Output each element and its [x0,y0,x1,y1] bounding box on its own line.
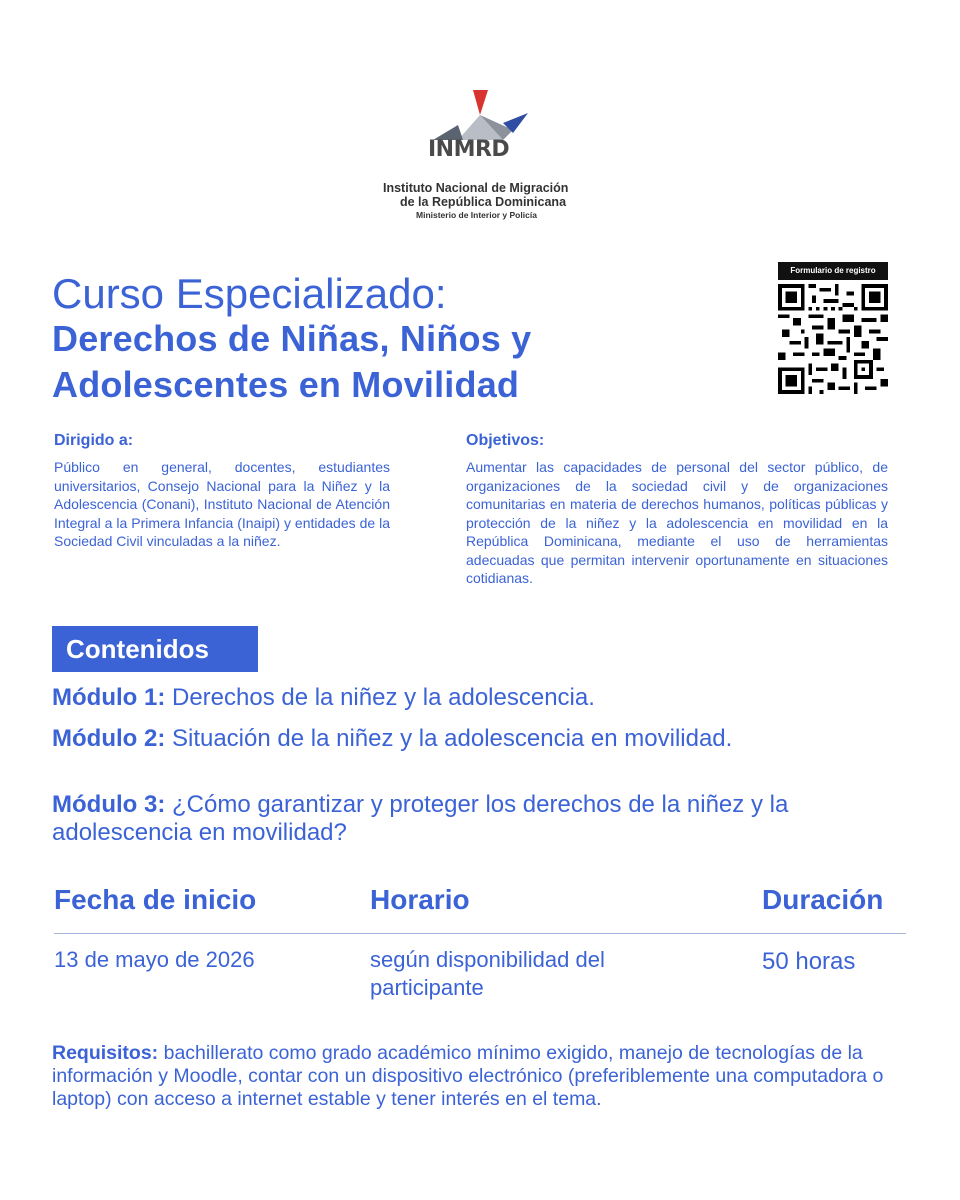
logo-acronym: INMRD [428,137,510,162]
title-line-3: Adolescentes en Movilidad [52,364,520,405]
header-horario: Horario [370,884,470,915]
dirigido-text: Público en general, docentes, estudiantes universitarios, Consejo Nacional para la Niñez y la Adolescencia (Conani), Instituto Nacional de Atención Integral a la Primera Infancia (Inaipi) y entidades de la Sociedad Civil vinculadas a la niñez. [54,459,390,549]
requisitos-label: Requisitos: [52,1042,159,1064]
objetivos-heading: Objetivos: [466,432,545,449]
inmrd-logo-mark-icon [428,85,538,145]
module-3-label: Módulo 3: [52,791,166,818]
inmrd-logo [380,85,590,225]
title-line-2: Derechos de Niñas, Niños y [52,318,532,359]
module-1-text: Derechos de la niñez y la adolescencia. [165,684,595,711]
module-3-text: ¿Cómo garantizar y proteger los derechos de la niñez y la adolescencia en movilidad? [52,791,789,846]
qr-label: Formulario de registro [778,262,888,280]
module-2-text: Situación de la niñez y la adolescencia en movilidad. [165,725,733,752]
module-3 [52,791,852,847]
module-2-label: Módulo 2: [52,725,166,752]
qr-code-icon[interactable] [778,284,888,394]
header-fecha: Fecha de inicio [54,884,257,915]
header-duracion: Duración [762,884,884,915]
logo-line-3: Ministerio de Interior y Policía [416,210,537,220]
requisitos [52,1042,912,1111]
module-1-label: Módulo 1: [52,684,166,711]
value-horario: según disponibilidad del participante [370,947,605,1000]
logo-line-1: Instituto Nacional de Migración [383,181,569,195]
title-line-1: Curso Especializado: [52,270,447,317]
requisitos-text: bachillerato como grado académico mínimo exigido, manejo de tecnologías de la información y Moodle, contar con un dispositivo electrónico (preferiblemente una computadora o laptop) con acceso a internet estable y tener interés en el tema. [52,1042,884,1110]
dirigido-heading: Dirigido a: [54,432,134,449]
logo-line-2: de la República Dominicana [400,195,567,209]
value-fecha: 13 de mayo de 2026 [54,947,255,972]
contenidos-heading: Contenidos [52,626,258,672]
value-duracion: 50 horas [762,948,856,975]
module-2 [52,725,852,753]
module-1 [52,684,852,712]
objetivos-text: Aumentar las capacidades de personal del sector público, de organizaciones de la sociedad civil y de organizaciones comunitarias en materia de derechos humanos, políticas públicas y protección de la niñez y la adolescencia en movilidad en la República Dominicana, mediante el uso de herramientas adecuadas que permitan intervenir oportunamente en situaciones cotidianas. [466,459,888,586]
table-divider [54,933,906,934]
